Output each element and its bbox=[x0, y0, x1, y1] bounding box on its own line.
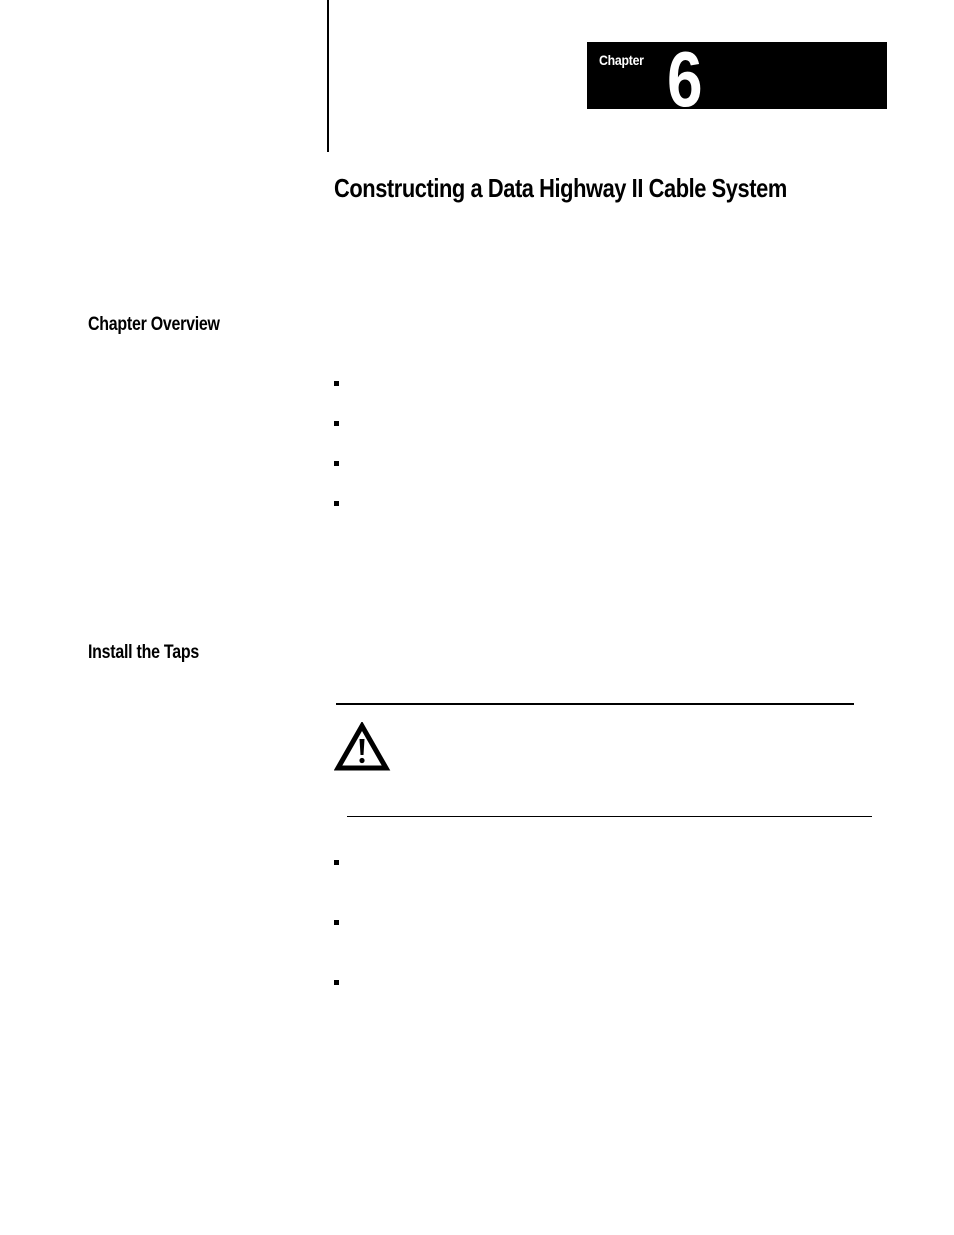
chapter-tab bbox=[587, 35, 887, 123]
caution-top-rule bbox=[336, 703, 854, 705]
bullet-marker bbox=[334, 461, 339, 466]
section-heading-install-the-taps: Install the Taps bbox=[88, 642, 199, 663]
bullet-marker bbox=[334, 860, 339, 865]
warning-triangle-icon bbox=[334, 722, 392, 774]
bullet-marker bbox=[334, 421, 339, 426]
bullet-marker bbox=[334, 980, 339, 985]
bullet-marker bbox=[334, 920, 339, 925]
bullet-marker bbox=[334, 381, 339, 386]
page-title: Constructing a Data Highway II Cable System bbox=[334, 173, 787, 203]
margin-vertical-rule bbox=[327, 0, 329, 152]
caution-bottom-rule bbox=[347, 816, 872, 817]
section-heading-chapter-overview: Chapter Overview bbox=[88, 314, 220, 335]
bullet-marker bbox=[334, 501, 339, 506]
chapter-label: Chapter bbox=[599, 52, 644, 68]
chapter-number: 6 bbox=[667, 35, 703, 123]
